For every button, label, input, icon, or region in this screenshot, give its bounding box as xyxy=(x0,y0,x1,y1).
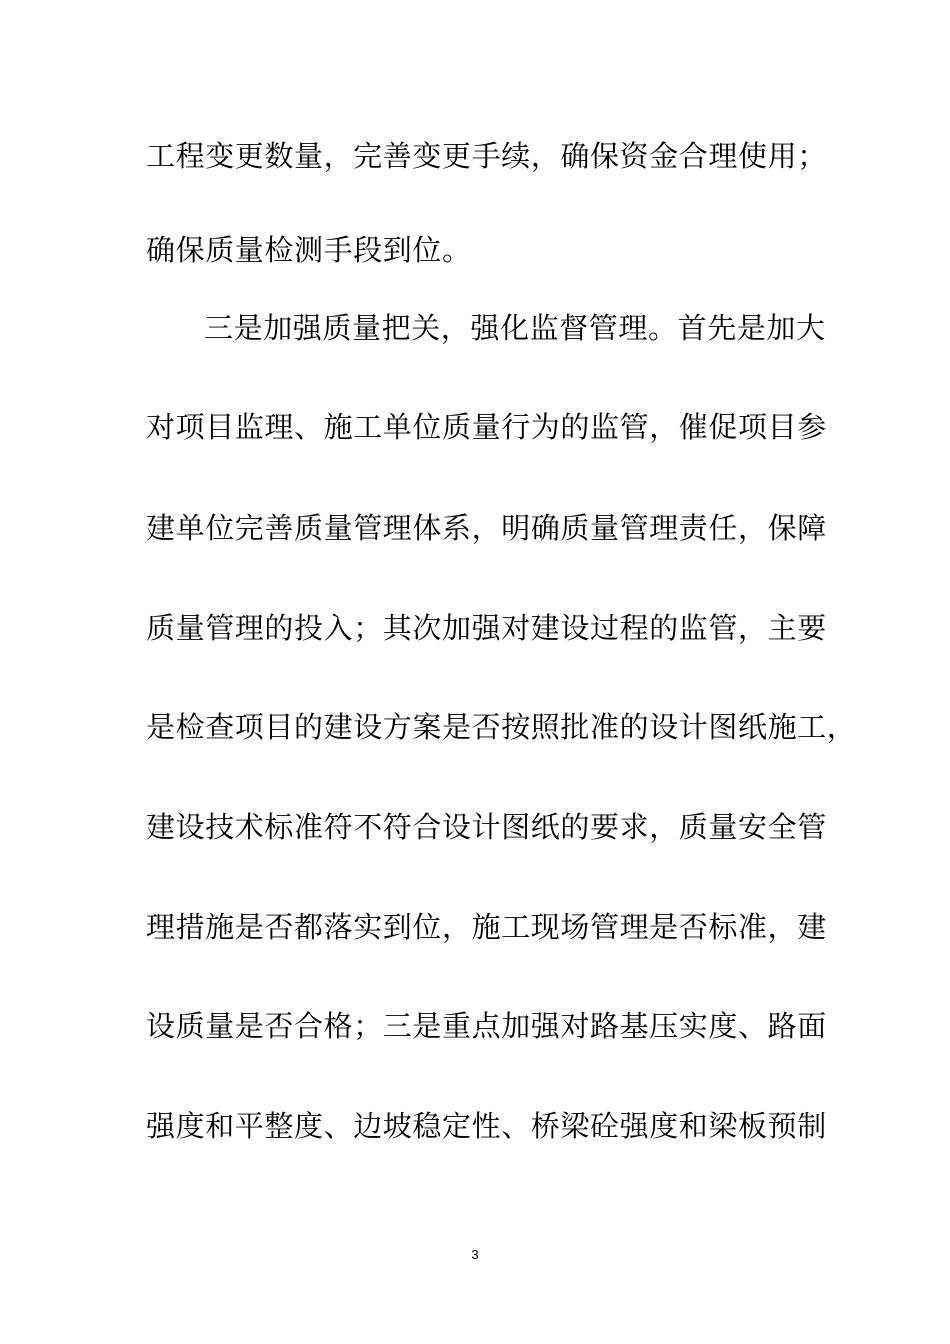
text-line-2: 确保质量检测手段到位。 xyxy=(146,233,472,267)
text-line-10: 设质量是否合格；三是重点加强对路基压实度、路面 xyxy=(146,1009,827,1043)
page-number: 3 xyxy=(471,1247,479,1262)
text-line-5: 建单位完善质量管理体系，明确质量管理责任，保障 xyxy=(146,511,827,545)
text-line-6: 质量管理的投入；其次加强对建设过程的监管，主要 xyxy=(146,611,827,645)
text-line-8: 建设技术标准符不符合设计图纸的要求，质量安全管 xyxy=(146,810,827,844)
text-line-1: 工程变更数量，完善变更手续，确保资金合理使用； xyxy=(146,139,827,173)
text-line-4: 对项目监理、施工单位质量行为的监管，催促项目参 xyxy=(146,410,827,444)
text-line-3: 三是加强质量把关，强化监督管理。首先是加大 xyxy=(204,311,826,345)
text-line-7: 是检查项目的建设方案是否按照批准的设计图纸施工， xyxy=(146,710,857,744)
text-line-9: 理措施是否都落实到位，施工现场管理是否标准，建 xyxy=(146,910,827,944)
text-line-11: 强度和平整度、边坡稳定性、桥梁砼强度和梁板预制 xyxy=(146,1109,827,1143)
